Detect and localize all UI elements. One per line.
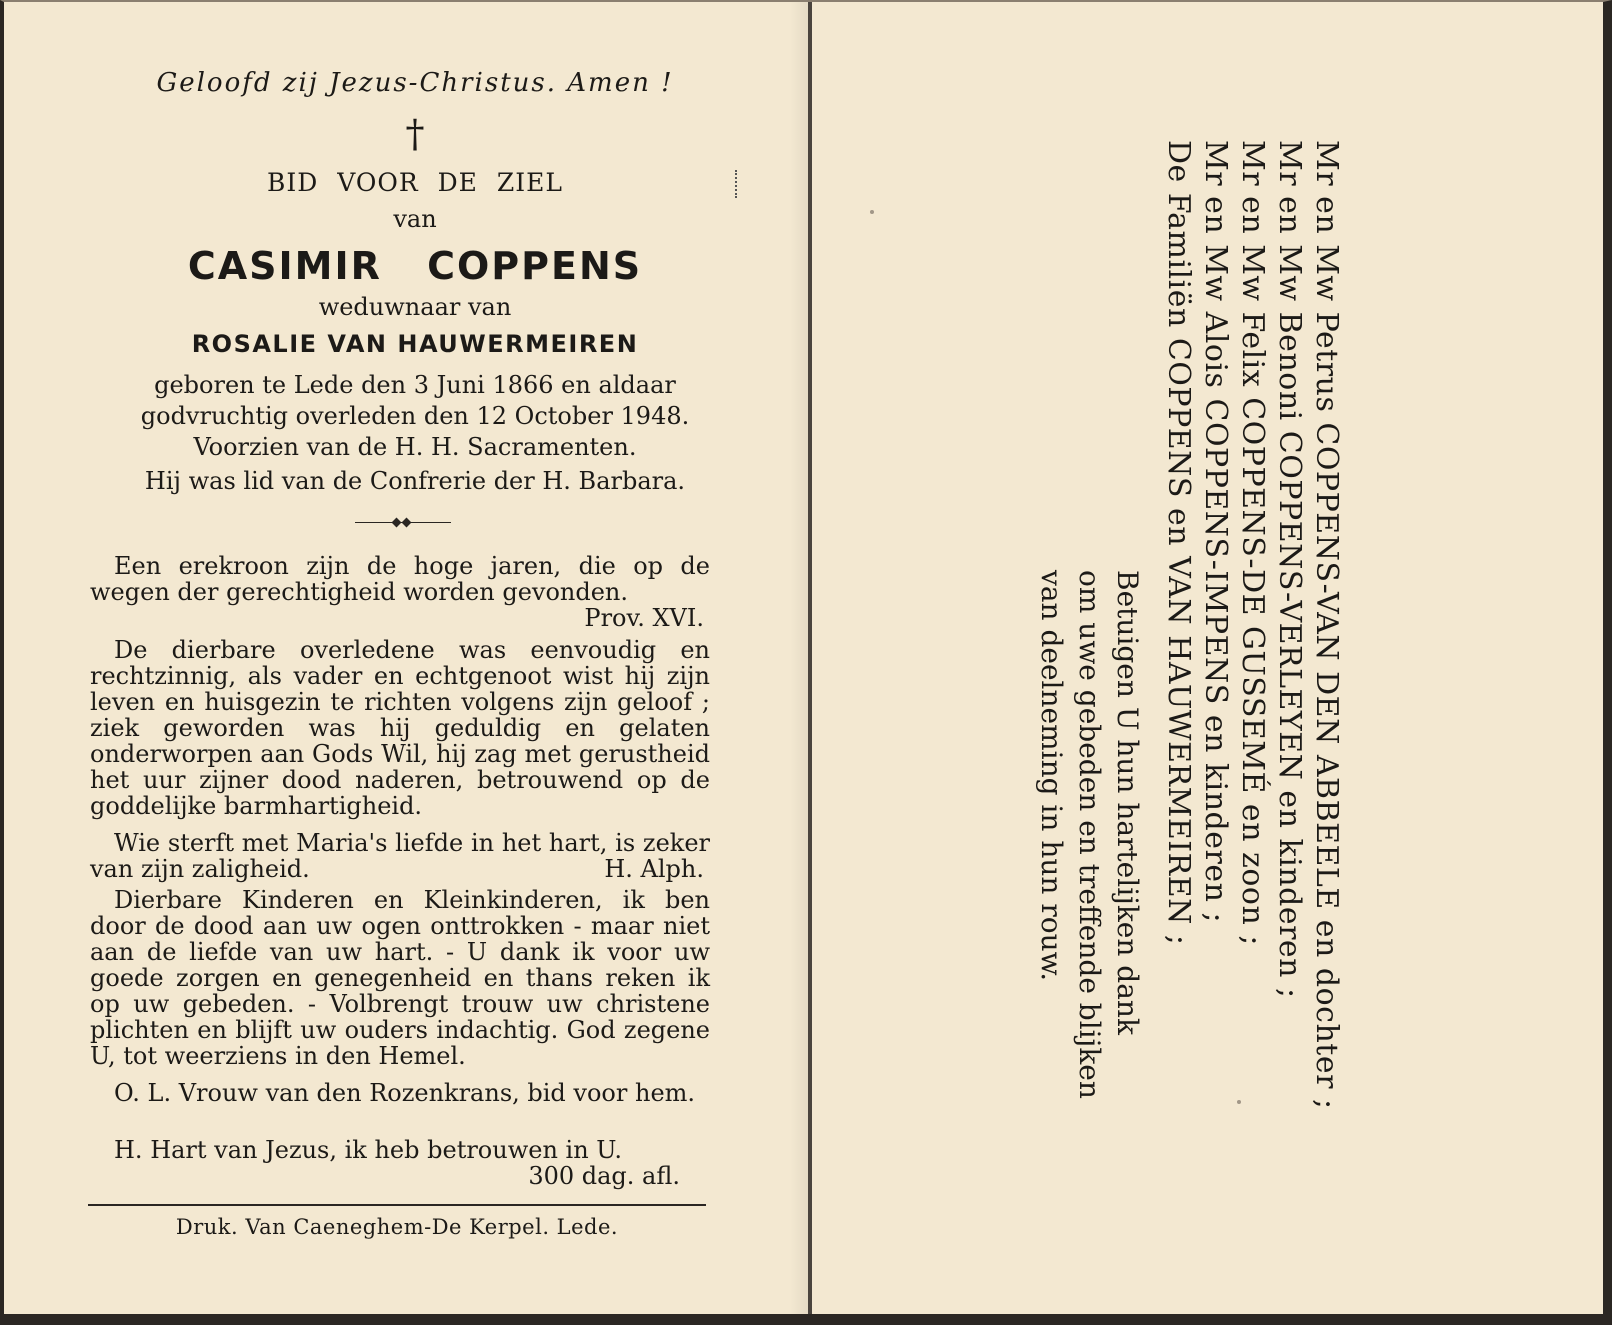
family-line: Mr en Mw Benoni COPPENS-VERLEYEN en kinderen ; <box>1272 140 1307 999</box>
cross-icon: † <box>405 112 425 156</box>
sacred-heart-text: H. Hart van Jezus, ik heb betrouwen in U. <box>114 1136 622 1164</box>
thanks-line: Betuigen U hun hartelijken dank <box>1111 570 1144 1035</box>
prayer-heading: BID VOOR DE ZIEL <box>267 168 563 197</box>
deceased-name: CASIMIR COPPENS <box>187 244 643 288</box>
quote-reference: Prov. XVI. <box>584 604 704 632</box>
invocation-text: Geloofd zij Jezus-Christus. Amen ! <box>156 68 674 98</box>
relation-text: weduwnaar van <box>318 293 512 321</box>
quote-text: Een erekroon zijn de hoge jaren, die op de wegen der gerechtigheid worden gevonden. <box>90 552 710 606</box>
thanks-line: van deelneming in hun rouw. <box>1035 570 1068 982</box>
family-line: Mr en Mw Petrus COPPENS-VAN DEN ABBEELE en dochter ; <box>1309 140 1344 1110</box>
indulgence-text: 300 dag. afl. <box>528 1162 680 1190</box>
family-line: Mr en Mw Alois COPPENS-IMPENS en kinderen ; <box>1198 140 1233 924</box>
family-line: Mr en Mw Felix COPPENS-DE GUSSEMÉ en zoon ; <box>1235 140 1270 946</box>
van-text: van <box>393 205 437 233</box>
sacraments-line: Voorzien van de H. H. Sacramenten. <box>193 433 637 461</box>
farewell-text: Dierbare Kinderen en Kleinkinderen, ik ben door de dood aan uw ogen onttrokken - maar niet aan de liefde van uw hart. - U dank ik voor uw goede zorgen en genegenheid en thans reken ik op uw gebeden. - Volbrengt trouw uw christene plichten en blijft uw ouders indachtig. God zegene U, tot weerziens in den Hemel. <box>90 886 710 1070</box>
maria-text: Wie sterft met Maria's liefde in het hart, is zeker van zijn zaligheid. <box>90 829 710 883</box>
thanks-line: om uwe gebeden en treffende blijken <box>1073 570 1106 1099</box>
spouse-name: ROSALIE VAN HAUWERMEIREN <box>191 330 639 358</box>
printer-credit: Druk. Van Caeneghem-De Kerpel. Lede. <box>175 1215 619 1239</box>
birth-line: geboren te Lede den 3 Juni 1866 en aldaar <box>154 371 676 399</box>
maria-reference: H. Alph. <box>604 855 704 883</box>
rosary-text: O. L. Vrouw van den Rozenkrans, bid voor hem. <box>114 1079 696 1107</box>
biography-text: De dierbare overledene was eenvoudig en rechtzinnig, als vader en echtgenoot wist hij zijn leven en huisgezin te richten volgens zijn geloof ; ziek geworden was hij geduldig en gelaten onderworpen aan Gods Wil, hij zag met gerustheid het uur zijner dood naderen, betrouwend op de goddelijke barmhartigheid. <box>90 636 710 820</box>
death-line: godvruchtig overleden den 12 October 1948. <box>140 402 690 430</box>
family-line: De Familiën COPPENS en VAN HAUWERMEIREN ; <box>1161 140 1196 946</box>
confrerie-line: Hij was lid van de Confrerie der H. Barbara. <box>144 467 686 495</box>
